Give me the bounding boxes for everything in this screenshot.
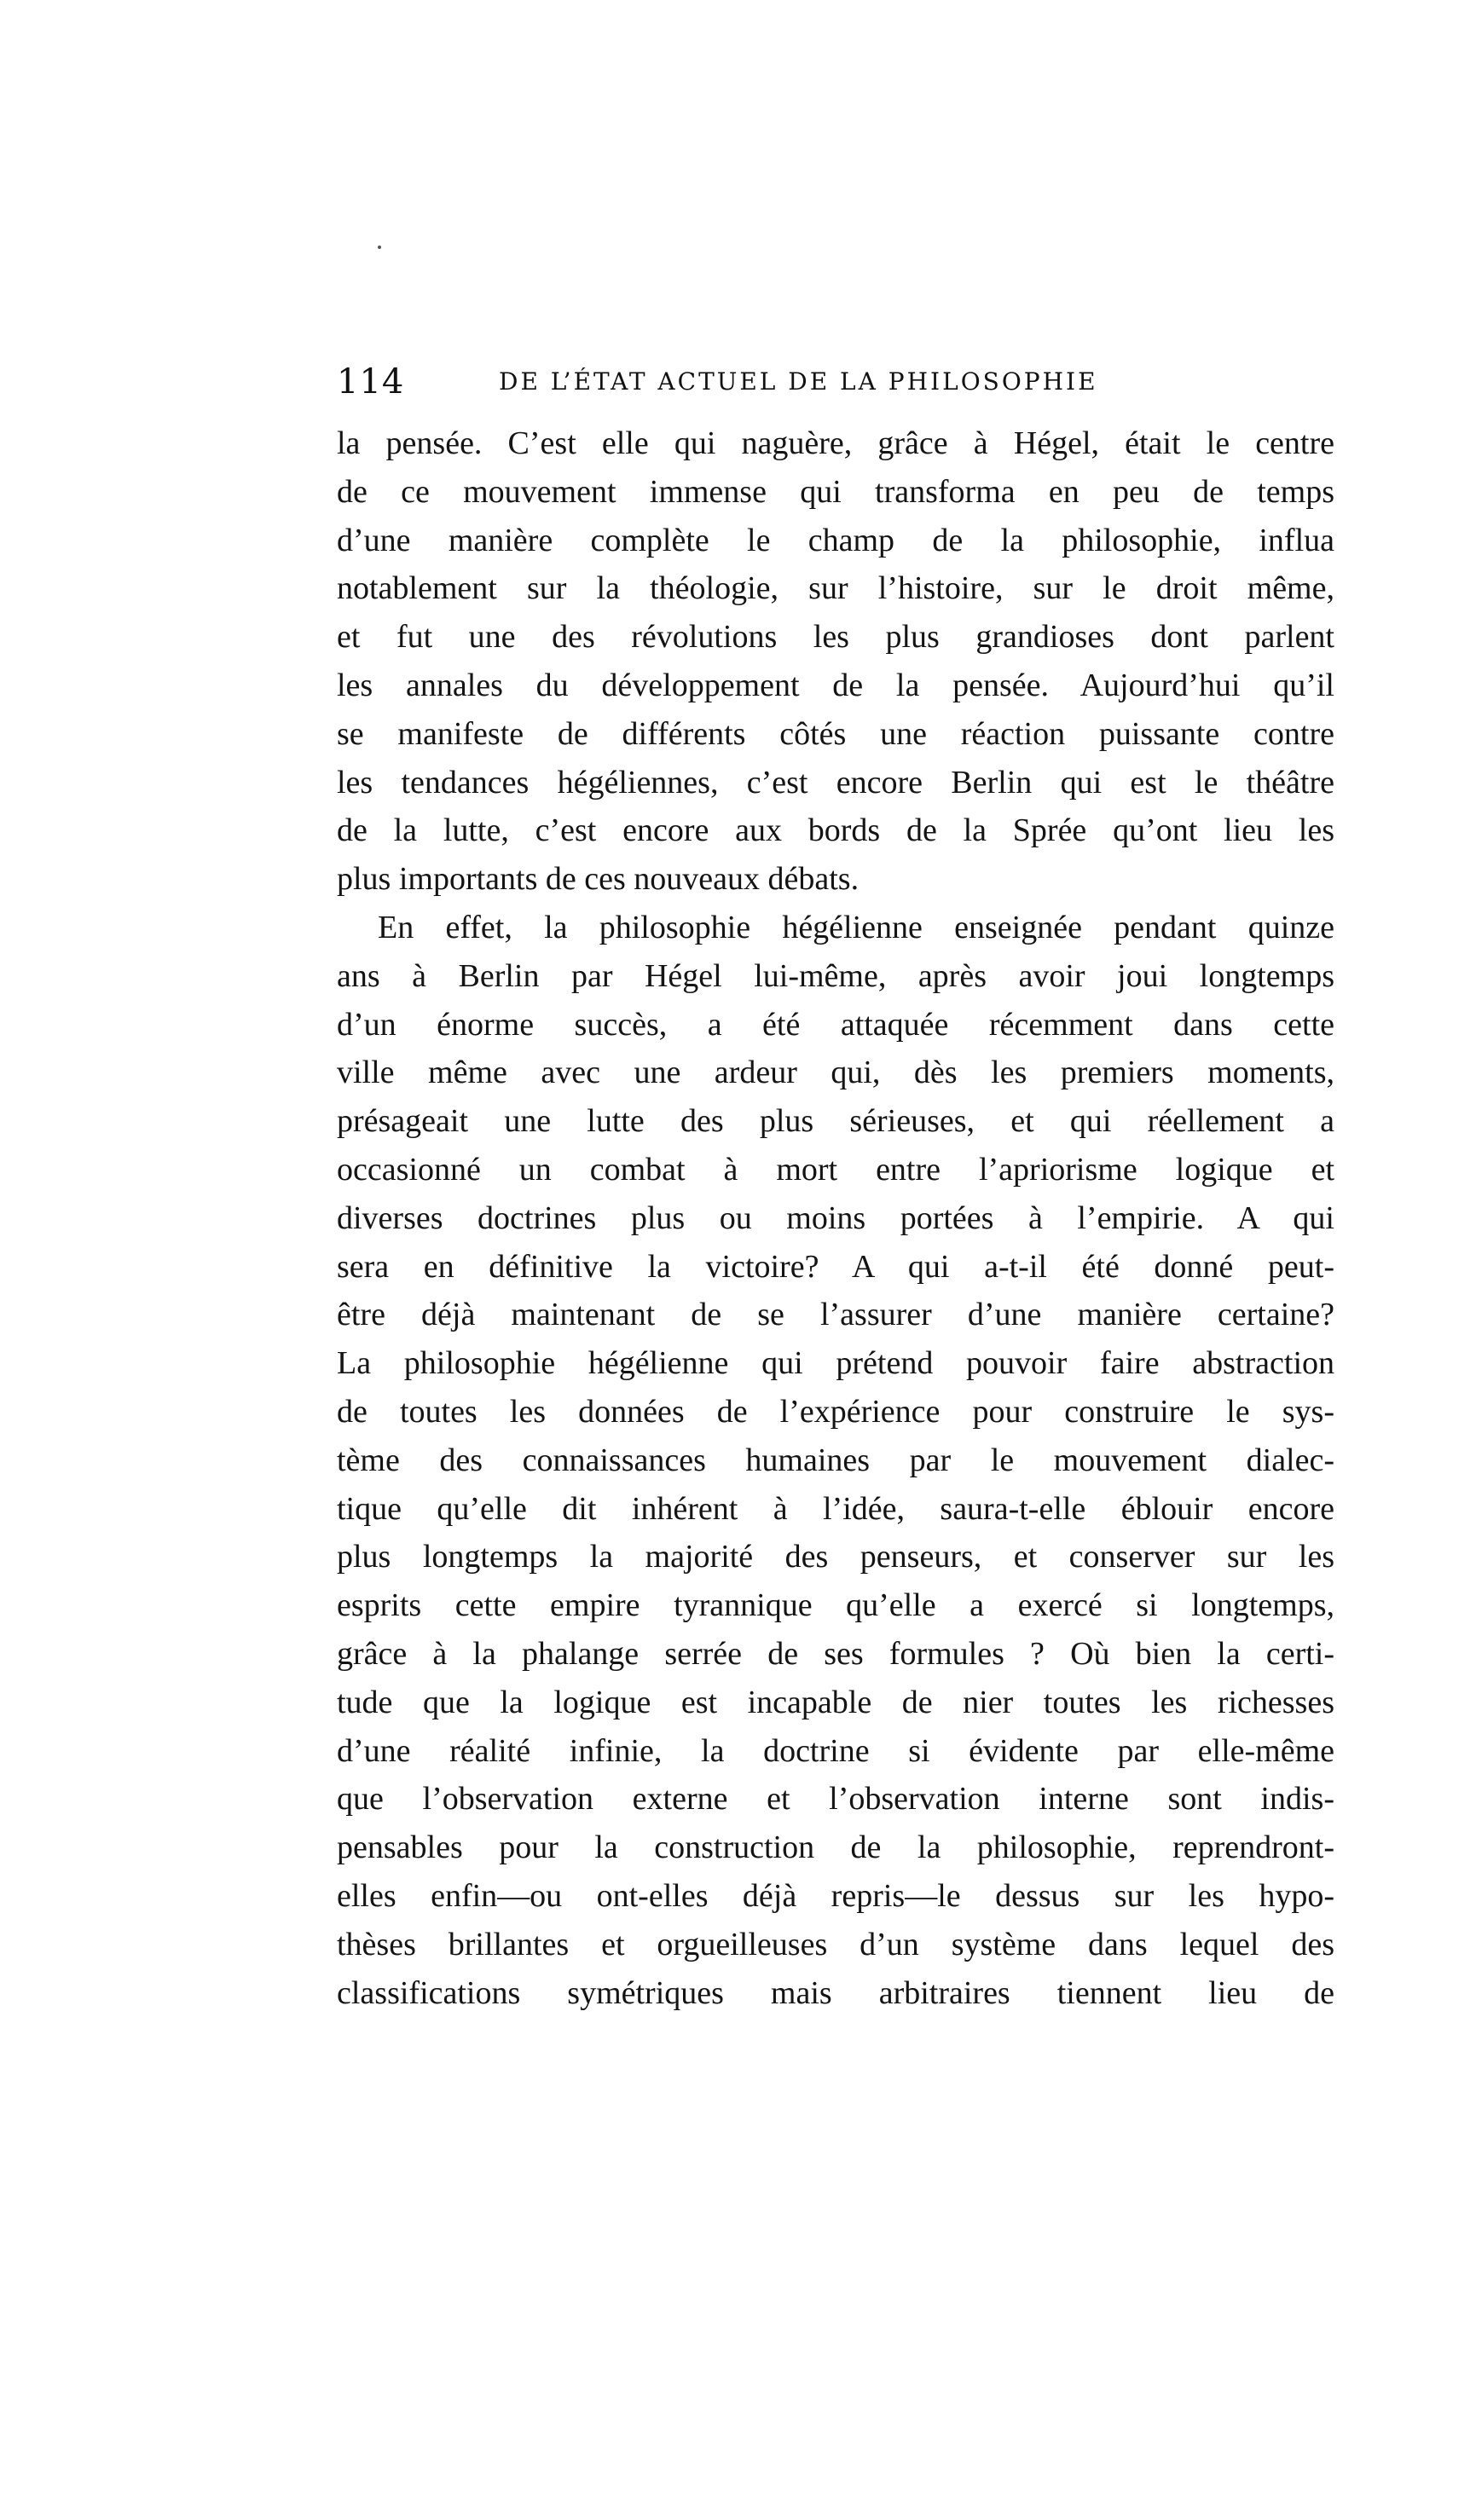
text-line: grâce à la phalange serrée de ses formules ? Où bien la certi- bbox=[337, 1635, 1334, 1672]
text-line: d’une manière complète le champ de la philosophie, influa bbox=[337, 522, 1334, 558]
page-header bbox=[337, 362, 1104, 413]
text-line: esprits cette empire tyrannique qu’elle a exercé si longtemps, bbox=[337, 1587, 1334, 1624]
running-title: DE L’ÉTAT ACTUEL DE LA PHILOSOPHIE bbox=[499, 367, 1098, 396]
text-line: de toutes les données de l’expérience pour construire le sys- bbox=[337, 1393, 1334, 1430]
text-line: tique qu’elle dit inhérent à l’idée, saura-t-elle éblouir encore bbox=[337, 1490, 1334, 1527]
text-line: tude que la logique est incapable de nier toutes les richesses bbox=[337, 1684, 1334, 1720]
text-line: être déjà maintenant de se l’assurer d’une manière certaine? bbox=[337, 1297, 1334, 1333]
ink-speck bbox=[378, 246, 381, 249]
text-line: ville même avec une ardeur qui, dès les premiers moments, bbox=[337, 1055, 1334, 1091]
text-line: la pensée. C’est elle qui naguère, grâce à Hégel, était le centre bbox=[337, 425, 1334, 461]
body-text bbox=[337, 419, 1334, 2017]
text-line: de ce mouvement immense qui transforma en peu de temps bbox=[337, 473, 1334, 510]
text-line: elles enfin—ou ont-elles déjà repris—le dessus sur les hypo- bbox=[337, 1877, 1334, 1914]
text-line: et fut une des révolutions les plus grandioses dont parlent bbox=[337, 619, 1334, 656]
text-line: les annales du développement de la pensée. Aujourd’hui qu’il bbox=[337, 667, 1334, 703]
page-number: 114 bbox=[337, 362, 405, 402]
text-line: thèses brillantes et orgueilleuses d’un système dans lequel des bbox=[337, 1926, 1334, 1962]
text-line: pensables pour la construction de la philosophie, reprendront- bbox=[337, 1829, 1334, 1866]
text-line: occasionné un combat à mort entre l’apriorisme logique et bbox=[337, 1151, 1334, 1188]
text-line: sera en définitive la victoire? A qui a-t-il été donné peut- bbox=[337, 1248, 1334, 1285]
text-line: ans à Berlin par Hégel lui-même, après avoir joui longtemps bbox=[337, 957, 1334, 994]
text-line: plus importants de ces nouveaux débats. bbox=[337, 861, 860, 898]
text-line: tème des connaissances humaines par le mouvement dialec- bbox=[337, 1442, 1334, 1478]
text-line: se manifeste de différents côtés une réaction puissante contre bbox=[337, 715, 1334, 752]
text-line: La philosophie hégélienne qui prétend pouvoir faire abstraction bbox=[337, 1345, 1334, 1382]
text-line: que l’observation externe et l’observation interne sont indis- bbox=[337, 1781, 1334, 1818]
text-line: de la lutte, c’est encore aux bords de la Sprée qu’ont lieu les bbox=[337, 812, 1334, 849]
text-line: diverses doctrines plus ou moins portées à l’empirie. A qui bbox=[337, 1199, 1334, 1236]
text-line: classifications symétriques mais arbitraires tiennent lieu de bbox=[337, 1974, 1334, 2011]
text-line: d’une réalité infinie, la doctrine si évidente par elle-même bbox=[337, 1732, 1334, 1769]
text-line: présageait une lutte des plus sérieuses, et qui réellement a bbox=[337, 1103, 1334, 1140]
paragraph-1 bbox=[337, 419, 1334, 904]
paragraph-2 bbox=[337, 904, 1334, 2017]
text-line: les tendances hégéliennes, c’est encore Berlin qui est le théâtre bbox=[337, 764, 1334, 801]
text-line: notablement sur la théologie, sur l’histoire, sur le droit même, bbox=[337, 570, 1334, 607]
text-line: plus longtemps la majorité des penseurs, et conserver sur les bbox=[337, 1539, 1334, 1575]
text-line: En effet, la philosophie hégélienne enseignée pendant quinze bbox=[378, 909, 1334, 945]
text-line: d’un énorme succès, a été attaquée récemment dans cette bbox=[337, 1006, 1334, 1043]
